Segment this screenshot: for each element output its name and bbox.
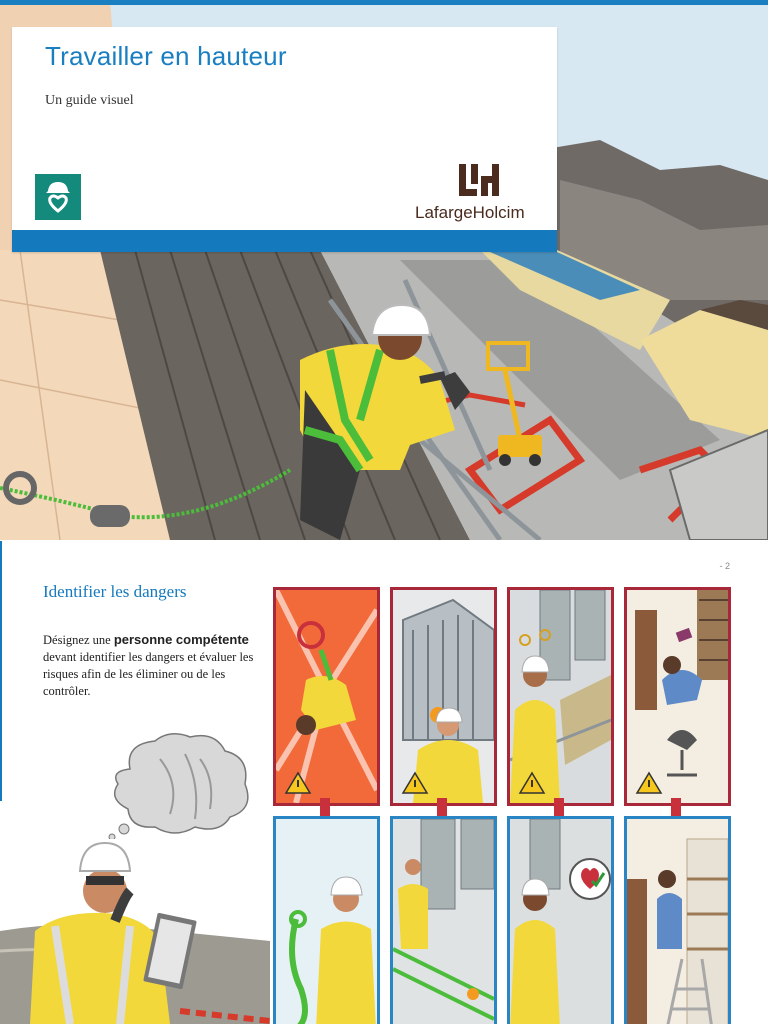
top-accent-line <box>0 0 768 5</box>
lafargeholcim-logo-icon <box>457 162 501 198</box>
brand-name: LafargeHolcim <box>415 203 525 222</box>
heart-check-icon <box>570 859 610 899</box>
danger-panel-chair <box>624 587 731 806</box>
safe-panel-harness <box>273 816 380 1024</box>
guide-page-2 <box>0 541 768 1024</box>
danger-panel-dizzy <box>507 587 614 806</box>
document-title: Travailler en hauteur <box>45 41 287 71</box>
document-subtitle: Un guide visuel <box>45 93 134 108</box>
page-number: - 2 <box>719 561 730 571</box>
body-text-part1: Désignez une <box>43 633 114 647</box>
danger-panel-electric <box>390 587 497 806</box>
safe-panel-ladder <box>624 816 731 1024</box>
left-accent-rule <box>0 541 2 801</box>
body-text <box>43 631 258 700</box>
safe-panel-fit-for-work <box>507 816 614 1024</box>
section-heading: Identifier les dangers <box>43 582 187 601</box>
body-text-bold: personne compétente <box>113 632 249 647</box>
danger-panel-fall <box>273 587 380 806</box>
supervisor-illustration <box>0 831 270 1024</box>
thought-bubble <box>100 729 260 839</box>
body-text-part2: devant identifier les dangers et évaluer les risques afin de les éliminer ou de les contrôler. <box>43 650 254 698</box>
safe-panel-guardrail <box>390 816 497 1024</box>
title-card <box>12 27 557 252</box>
helmet-heart-icon <box>35 174 81 220</box>
title-card-bar <box>12 230 557 252</box>
